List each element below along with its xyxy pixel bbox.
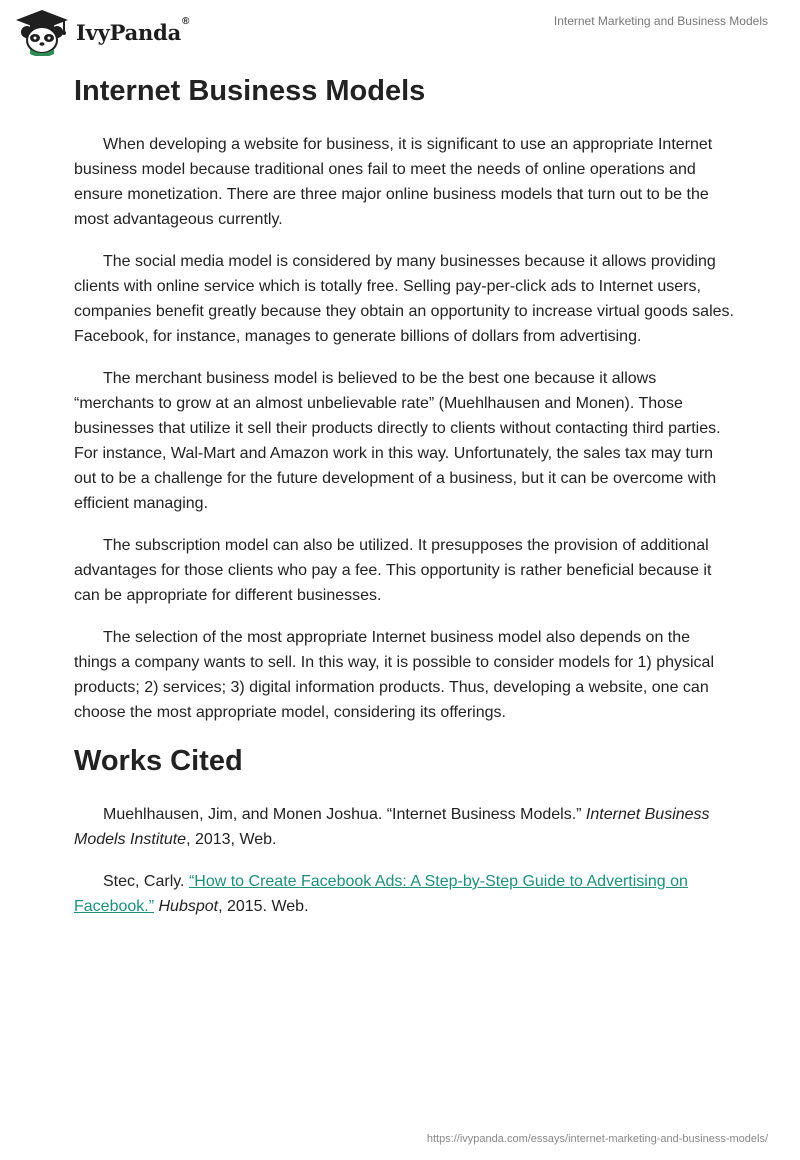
paragraph: The selection of the most appropriate Internet business model also depends on the things a company wants to sell. In this way, it is possible to consider models for 1) physical products; 2) services; 3) digital information products. Thus, developing a website, one can choose the most appropriate model, considering its offerings. [74, 629, 714, 721]
citation-text: Stec, Carly. [103, 873, 189, 890]
citation-tail: , 2013, Web. [186, 831, 277, 848]
logo-wordmark: IvyPanda® [76, 15, 190, 45]
paragraph: The subscription model can also be utilized. It presupposes the provision of additional advantages for those clients who pay a fee. This opportunity is rather beneficial because it can be appropriate for different businesses. [74, 537, 712, 604]
source-url: https://ivypanda.com/essays/internet-marketing-and-business-models/ [426, 1133, 768, 1145]
citation-source: Hubspot [158, 898, 219, 915]
works-cited-heading: Works Cited [74, 745, 243, 777]
citation [74, 869, 734, 919]
citation [74, 802, 734, 852]
citation-tail: , 2015. Web. [218, 898, 309, 915]
essay-body [74, 72, 734, 936]
main-heading: Internet Business Models [74, 75, 426, 107]
panda-graduate-icon [14, 8, 70, 56]
document-title: Internet Marketing and Business Models [553, 14, 768, 28]
paragraph: When developing a website for business, it is significant to use an appropriate Internet business model because traditional ones fail to meet the needs of online operations and ensure monetization. There are three major online business models that turn out to be the most advantageous currently. [74, 136, 713, 228]
page-header [0, 0, 800, 60]
ivypanda-logo[interactable] [14, 8, 189, 56]
registered-mark: ® [182, 15, 190, 27]
citation-text: Muehlhausen, Jim, and Monen Joshua. “Internet Business Models.” [103, 806, 586, 823]
paragraph: The social media model is considered by many businesses because it allows providing clients with online service which is totally free. Selling pay-per-click ads to Internet users, companies benefit greatly because they obtain an opportunity to increase virtual goods sales. Facebook, for instance, manages to generate billions of dollars from advertising. [74, 253, 734, 345]
paragraph: The merchant business model is believed to be the best one because it allows “merchants to grow at an almost unbelievable rate” (Muehlhausen and Monen). Those businesses that utilize it sell their products directly to clients without contacting third parties. For instance, Wal-Mart and Amazon work in this way. Unfortunately, the sales tax may turn out to be a challenge for the future development of a business, but it can be overcome with efficient managing. [74, 370, 721, 512]
citation-source: Internet Business Models Institute [74, 806, 710, 848]
citation-link[interactable]: “How to Create Facebook Ads: A Step-by-Step Guide to Advertising on Facebook.” [74, 873, 688, 915]
